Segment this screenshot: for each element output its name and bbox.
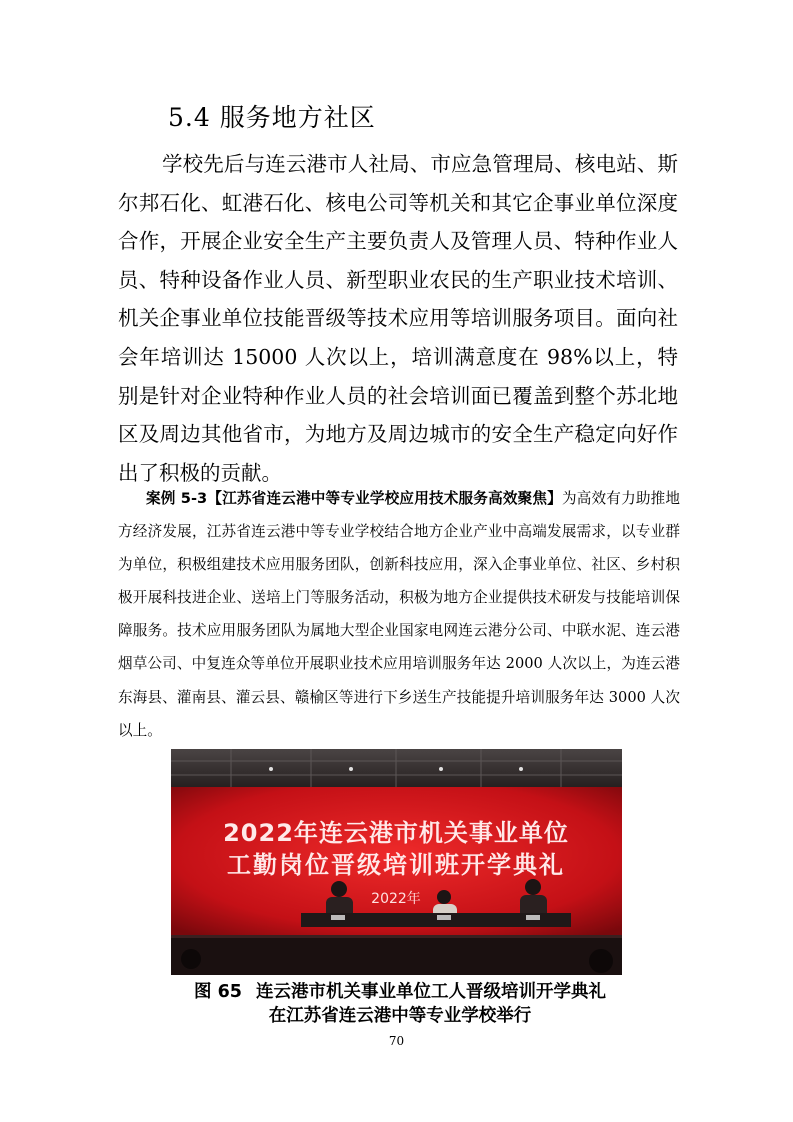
case-study-title: 案例 5-3【江苏省连云港中等专业学校应用技术服务高效聚焦】: [146, 490, 562, 507]
figure-caption-text-1: 连云港市机关事业单位工人晋级培训开学典礼: [255, 982, 606, 1002]
figure-number: 图 65: [194, 982, 242, 1002]
banner-date: 2022年: [371, 891, 421, 907]
figure-caption: [150, 980, 650, 1028]
ceremony-photo: [171, 749, 622, 975]
banner-line-2: 工勤岗位晋级培训班开学典礼: [227, 851, 565, 879]
body-paragraph: 学校先后与连云港市人社局、市应急管理局、核电站、斯尔邦石化、虹港石化、核电公司等机关和其它企事业单位深度合作，开展企业安全生产主要负责人及管理人员、特种作业人员、特种设备作业人员、新型职业农民的生产职业技术培训、机关企事业单位技能晋级等技术应用等培训服务项目。面向社会年培训达 15000 人次以上，培训满意度在 98%以上，特别是针对企业特种作业人员的社会培训面已覆盖到整个苏北地区及周边其他省市，为地方及周边城市的安全生产稳定向好作出了积极的贡献。: [118, 152, 678, 485]
case-study-paragraph: [118, 482, 680, 747]
banner-line-1: 2022年连云港市机关事业单位: [223, 819, 569, 847]
section-title: 5.4 服务地方社区: [168, 103, 376, 132]
page-number: 70: [388, 1034, 405, 1048]
audience-area: [171, 935, 622, 975]
figure-caption-line-2: 在江苏省连云港中等专业学校举行: [268, 1006, 532, 1026]
case-study-text: 为高效有力助推地方经济发展，江苏省连云港中等专业学校结合地方企业产业中高端发展需求，以专业群为单位，积极组建技术应用服务团队，创新科技应用，深入企事业单位、社区、乡村积极开展科技进企业、送培上门等服务活动，积极为地方企业提供技术研发与技能培训保障服务。技术应用服务团队为属地大型企业国家电网连云港分公司、中联水泥、连云港烟草公司、中复连众等单位开展职业技术应用培训服务年达 2000 人次以上，为连云港东海县、灌南县、灌云县、赣榆区等进行下乡送生产技能提升培训服务年达 3000 人次以上。: [118, 490, 680, 739]
figure-caption-line-1: [150, 980, 650, 1004]
ceremony-photo-drawing: [171, 749, 622, 975]
